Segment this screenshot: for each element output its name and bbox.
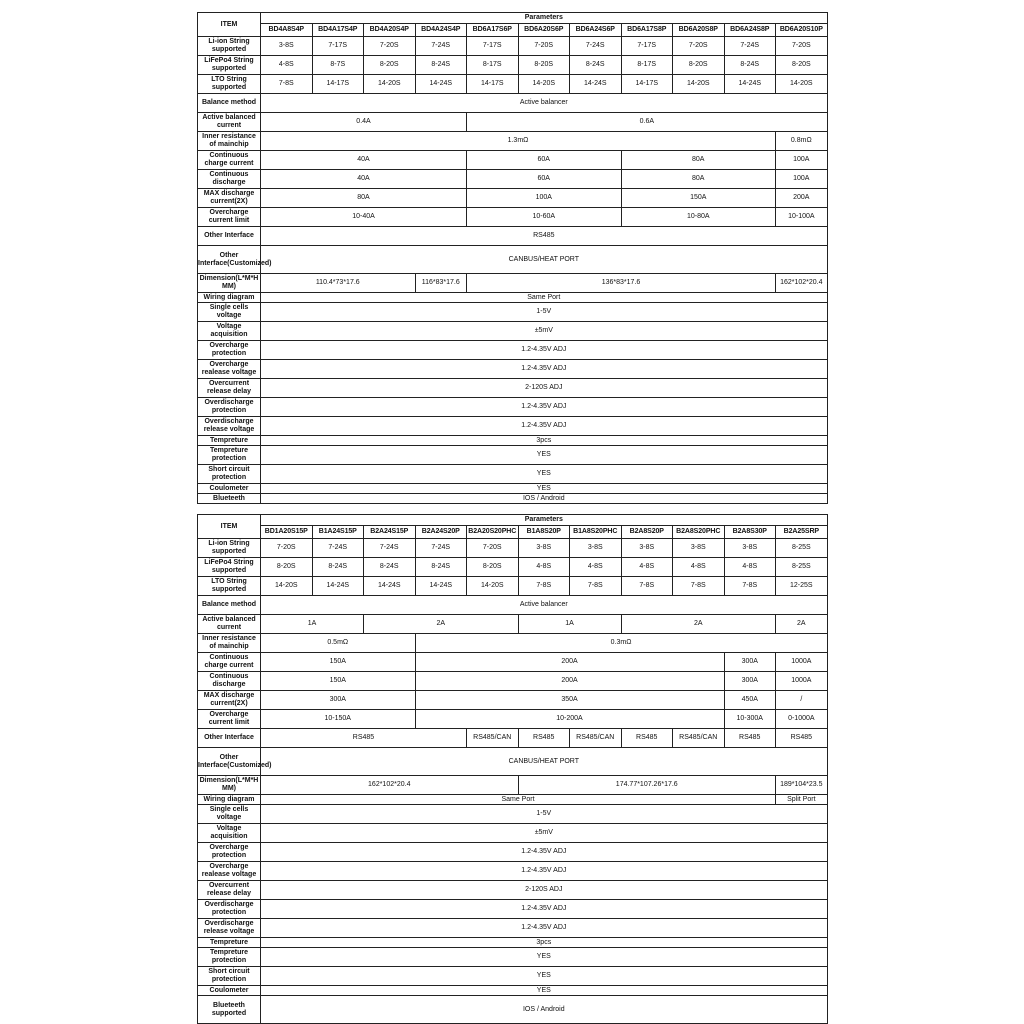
value-cell: 60A bbox=[467, 170, 622, 189]
model-header-cell: B2A8S20PHC bbox=[673, 526, 725, 539]
model-header-cell: B2A25SRP bbox=[776, 526, 828, 539]
table-row bbox=[198, 539, 828, 558]
row-label: Other Interface bbox=[198, 729, 261, 748]
model-header-cell: BD4A17S4P bbox=[312, 24, 364, 37]
table-row bbox=[198, 653, 828, 672]
value-cell: 1A bbox=[518, 615, 621, 634]
row-label: Coulometer bbox=[198, 484, 261, 494]
value-cell: 110.4*73*17.6 bbox=[261, 274, 416, 293]
model-header-cell: B1A8S20PHC bbox=[570, 526, 622, 539]
value-cell: 1.2-4.35V ADJ bbox=[261, 919, 828, 938]
table-row bbox=[198, 862, 828, 881]
item-header: ITEM bbox=[198, 515, 261, 539]
value-cell: 2A bbox=[364, 615, 519, 634]
value-cell: 1-5V bbox=[261, 303, 828, 322]
value-cell: 14-20S bbox=[467, 577, 519, 596]
value-cell: IOS / Android bbox=[261, 996, 828, 1024]
value-cell: 7-24S bbox=[724, 37, 776, 56]
value-cell: 80A bbox=[621, 170, 776, 189]
value-cell: 8-20S bbox=[364, 56, 416, 75]
value-cell: 0.4A bbox=[261, 113, 467, 132]
model-header-row bbox=[198, 526, 828, 539]
row-label: Overcharge current limit bbox=[198, 208, 261, 227]
row-label: Voltage acquisition bbox=[198, 322, 261, 341]
table-row bbox=[198, 558, 828, 577]
value-cell: 14-20S bbox=[364, 75, 416, 94]
value-cell: 8-25S bbox=[776, 558, 828, 577]
table-row bbox=[198, 881, 828, 900]
value-cell: Split Port bbox=[776, 795, 828, 805]
value-cell: 162*102*20.4 bbox=[261, 776, 519, 795]
value-cell: 7-20S bbox=[673, 37, 725, 56]
model-header-cell: B2A24S15P bbox=[364, 526, 416, 539]
value-cell: 1A bbox=[261, 615, 364, 634]
value-cell: 1.2-4.35V ADJ bbox=[261, 900, 828, 919]
value-cell: Active balancer bbox=[261, 596, 828, 615]
value-cell: 7-24S bbox=[415, 539, 467, 558]
value-cell: RS485/CAN bbox=[467, 729, 519, 748]
value-cell: 4-8S bbox=[518, 558, 570, 577]
value-cell: 8-20S bbox=[776, 56, 828, 75]
model-header-cell: BD6A20S8P bbox=[673, 24, 725, 37]
value-cell: YES bbox=[261, 484, 828, 494]
value-cell: 7-20S bbox=[364, 37, 416, 56]
value-cell: / bbox=[776, 691, 828, 710]
value-cell: 2-120S ADJ bbox=[261, 379, 828, 398]
table-row bbox=[198, 948, 828, 967]
value-cell: IOS / Android bbox=[261, 494, 828, 504]
value-cell: 10-150A bbox=[261, 710, 416, 729]
table-row bbox=[198, 274, 828, 293]
value-cell: 100A bbox=[776, 170, 828, 189]
row-label: Balance method bbox=[198, 94, 261, 113]
table-row bbox=[198, 293, 828, 303]
table-row bbox=[198, 996, 828, 1024]
table-row bbox=[198, 56, 828, 75]
value-cell: 7-8S bbox=[261, 75, 313, 94]
value-cell: 8-24S bbox=[364, 558, 416, 577]
row-label: MAX discharge current(2X) bbox=[198, 691, 261, 710]
value-cell: 7-24S bbox=[312, 539, 364, 558]
value-cell: 150A bbox=[621, 189, 776, 208]
value-cell: 14-24S bbox=[570, 75, 622, 94]
row-label: Overdischarge protection bbox=[198, 398, 261, 417]
value-cell: YES bbox=[261, 465, 828, 484]
row-label: Continuous charge current bbox=[198, 151, 261, 170]
value-cell: 1.2-4.35V ADJ bbox=[261, 843, 828, 862]
model-header-cell: BD6A17S6P bbox=[467, 24, 519, 37]
table-row bbox=[198, 37, 828, 56]
value-cell: YES bbox=[261, 446, 828, 465]
value-cell: 1-5V bbox=[261, 805, 828, 824]
table-row bbox=[198, 246, 828, 274]
table-row bbox=[198, 729, 828, 748]
table-row bbox=[198, 919, 828, 938]
value-cell: 8-24S bbox=[415, 56, 467, 75]
row-label: Overcurrent release delay bbox=[198, 379, 261, 398]
spec-table-2 bbox=[197, 514, 828, 1024]
value-cell: 14-17S bbox=[621, 75, 673, 94]
value-cell: 2A bbox=[621, 615, 776, 634]
value-cell: 14-24S bbox=[724, 75, 776, 94]
model-header-cell: B2A20S20PHC bbox=[467, 526, 519, 539]
row-label: Tempreture bbox=[198, 938, 261, 948]
spec-table-1-body bbox=[198, 37, 828, 504]
value-cell: 450A bbox=[724, 691, 776, 710]
value-cell: ±5mV bbox=[261, 824, 828, 843]
row-label: Short circuit protection bbox=[198, 967, 261, 986]
value-cell: 200A bbox=[415, 672, 724, 691]
table-row bbox=[198, 151, 828, 170]
value-cell: RS485 bbox=[776, 729, 828, 748]
value-cell: 8-20S bbox=[673, 56, 725, 75]
table-row bbox=[198, 227, 828, 246]
row-label: Single cells voltage bbox=[198, 303, 261, 322]
row-label: Balance method bbox=[198, 596, 261, 615]
table-row bbox=[198, 900, 828, 919]
value-cell: 300A bbox=[724, 653, 776, 672]
value-cell: 14-24S bbox=[415, 577, 467, 596]
value-cell: 350A bbox=[415, 691, 724, 710]
row-label: LTO String supported bbox=[198, 577, 261, 596]
table-row bbox=[198, 484, 828, 494]
value-cell: 8-20S bbox=[467, 558, 519, 577]
model-header-cell: BD1A20S15P bbox=[261, 526, 313, 539]
value-cell: 0.8mΩ bbox=[776, 132, 828, 151]
table-row bbox=[198, 132, 828, 151]
value-cell: 3pcs bbox=[261, 938, 828, 948]
value-cell: 8-20S bbox=[261, 558, 313, 577]
row-label: Inner resistance of mainchip bbox=[198, 634, 261, 653]
row-label: Overdischarge release voltage bbox=[198, 919, 261, 938]
table-row bbox=[198, 577, 828, 596]
value-cell: RS485 bbox=[261, 729, 467, 748]
row-label: Overcharge protection bbox=[198, 341, 261, 360]
row-label: Active balanced current bbox=[198, 615, 261, 634]
value-cell: 1.2-4.35V ADJ bbox=[261, 417, 828, 436]
value-cell: 14-24S bbox=[312, 577, 364, 596]
value-cell: 7-20S bbox=[467, 539, 519, 558]
model-header-cell: BD6A20S6P bbox=[518, 24, 570, 37]
value-cell: 0.6A bbox=[467, 113, 828, 132]
value-cell: 7-8S bbox=[518, 577, 570, 596]
value-cell: 7-8S bbox=[724, 577, 776, 596]
table-row bbox=[198, 379, 828, 398]
value-cell: 189*104*23.5 bbox=[776, 776, 828, 795]
value-cell: 150A bbox=[261, 653, 416, 672]
value-cell: 0.5mΩ bbox=[261, 634, 416, 653]
value-cell: 8-25S bbox=[776, 539, 828, 558]
value-cell: 7-20S bbox=[518, 37, 570, 56]
value-cell: RS485/CAN bbox=[673, 729, 725, 748]
row-label: Blueteeth bbox=[198, 494, 261, 504]
value-cell: 7-20S bbox=[261, 539, 313, 558]
value-cell: 8-24S bbox=[415, 558, 467, 577]
value-cell: 8-7S bbox=[312, 56, 364, 75]
row-label: Li-ion String supported bbox=[198, 37, 261, 56]
value-cell: 10-60A bbox=[467, 208, 622, 227]
value-cell: 8-24S bbox=[312, 558, 364, 577]
row-label: LiFePo4 String supported bbox=[198, 56, 261, 75]
value-cell: 7-24S bbox=[415, 37, 467, 56]
value-cell: 0-1000A bbox=[776, 710, 828, 729]
row-label: Overdischarge protection bbox=[198, 900, 261, 919]
table-row bbox=[198, 596, 828, 615]
value-cell: 116*83*17.6 bbox=[415, 274, 467, 293]
row-label: Continuous discharge bbox=[198, 672, 261, 691]
row-label: Other Interface(Customized) bbox=[198, 748, 261, 776]
table-row bbox=[198, 824, 828, 843]
value-cell: 1000A bbox=[776, 653, 828, 672]
value-cell: 3-8S bbox=[673, 539, 725, 558]
value-cell: 7-17S bbox=[312, 37, 364, 56]
value-cell: 14-17S bbox=[467, 75, 519, 94]
value-cell: 3-8S bbox=[570, 539, 622, 558]
model-header-cell: BD4A24S4P bbox=[415, 24, 467, 37]
model-header-cell: BD6A17S8P bbox=[621, 24, 673, 37]
value-cell: ±5mV bbox=[261, 322, 828, 341]
value-cell: 4-8S bbox=[673, 558, 725, 577]
value-cell: 136*83*17.6 bbox=[467, 274, 776, 293]
value-cell: 7-8S bbox=[673, 577, 725, 596]
model-header-cell: B2A24S20P bbox=[415, 526, 467, 539]
value-cell: 14-17S bbox=[312, 75, 364, 94]
table-row bbox=[198, 113, 828, 132]
value-cell: 10-40A bbox=[261, 208, 467, 227]
row-label: Coulometer bbox=[198, 986, 261, 996]
value-cell: 12-25S bbox=[776, 577, 828, 596]
spec-table-2-body bbox=[198, 539, 828, 1024]
table-row bbox=[198, 303, 828, 322]
row-label: Tempreture bbox=[198, 436, 261, 446]
table-row bbox=[198, 436, 828, 446]
value-cell: 200A bbox=[776, 189, 828, 208]
table-row bbox=[198, 748, 828, 776]
table-row bbox=[198, 710, 828, 729]
value-cell: 7-8S bbox=[621, 577, 673, 596]
value-cell: 14-20S bbox=[518, 75, 570, 94]
value-cell: 7-24S bbox=[364, 539, 416, 558]
value-cell: 10-300A bbox=[724, 710, 776, 729]
parameters-header: Parameters bbox=[261, 515, 828, 526]
value-cell: 3-8S bbox=[724, 539, 776, 558]
table-row bbox=[198, 691, 828, 710]
value-cell: 60A bbox=[467, 151, 622, 170]
table-row bbox=[198, 446, 828, 465]
model-header-cell: B2A8S30P bbox=[724, 526, 776, 539]
value-cell: Same Port bbox=[261, 293, 828, 303]
model-header-cell: BD6A20S10P bbox=[776, 24, 828, 37]
value-cell: 4-8S bbox=[261, 56, 313, 75]
value-cell: 80A bbox=[261, 189, 467, 208]
value-cell: 2-120S ADJ bbox=[261, 881, 828, 900]
value-cell: 80A bbox=[621, 151, 776, 170]
value-cell: 10-100A bbox=[776, 208, 828, 227]
table-row bbox=[198, 189, 828, 208]
value-cell: RS485 bbox=[621, 729, 673, 748]
row-label: Inner resistance of mainchip bbox=[198, 132, 261, 151]
row-label: Blueteeth supported bbox=[198, 996, 261, 1024]
value-cell: 100A bbox=[776, 151, 828, 170]
value-cell: 300A bbox=[261, 691, 416, 710]
table-row bbox=[198, 94, 828, 113]
value-cell: 150A bbox=[261, 672, 416, 691]
value-cell: 1.3mΩ bbox=[261, 132, 776, 151]
value-cell: YES bbox=[261, 967, 828, 986]
value-cell: 10-80A bbox=[621, 208, 776, 227]
table-row bbox=[198, 398, 828, 417]
row-label: Tempreture protection bbox=[198, 446, 261, 465]
value-cell: 162*102*20.4 bbox=[776, 274, 828, 293]
value-cell: CANBUS/HEAT PORT bbox=[261, 748, 828, 776]
row-label: Dimension(L*M*H MM) bbox=[198, 776, 261, 795]
value-cell: 14-24S bbox=[364, 577, 416, 596]
value-cell: 7-24S bbox=[570, 37, 622, 56]
value-cell: 7-8S bbox=[570, 577, 622, 596]
value-cell: 0.3mΩ bbox=[415, 634, 827, 653]
spec-table-1 bbox=[197, 12, 828, 504]
row-label: Li-ion String supported bbox=[198, 539, 261, 558]
row-label: Active balanced current bbox=[198, 113, 261, 132]
value-cell: 7-20S bbox=[776, 37, 828, 56]
value-cell: 40A bbox=[261, 151, 467, 170]
row-label: Voltage acquisition bbox=[198, 824, 261, 843]
value-cell: RS485 bbox=[518, 729, 570, 748]
table-row bbox=[198, 967, 828, 986]
value-cell: 174.77*107.26*17.6 bbox=[518, 776, 776, 795]
table-row bbox=[198, 805, 828, 824]
row-label: Overcharge current limit bbox=[198, 710, 261, 729]
table-row bbox=[198, 494, 828, 504]
value-cell: 8-24S bbox=[570, 56, 622, 75]
row-label: Dimension(L*M*H MM) bbox=[198, 274, 261, 293]
table-row bbox=[198, 75, 828, 94]
value-cell: 1.2-4.35V ADJ bbox=[261, 360, 828, 379]
value-cell: 7-17S bbox=[467, 37, 519, 56]
value-cell: 300A bbox=[724, 672, 776, 691]
value-cell: 4-8S bbox=[621, 558, 673, 577]
value-cell: 14-20S bbox=[261, 577, 313, 596]
table-row bbox=[198, 672, 828, 691]
model-header-cell: B1A24S15P bbox=[312, 526, 364, 539]
table-row bbox=[198, 938, 828, 948]
table-row bbox=[198, 843, 828, 862]
table-row bbox=[198, 208, 828, 227]
row-label: Short circuit protection bbox=[198, 465, 261, 484]
model-header-cell: B1A8S20P bbox=[518, 526, 570, 539]
row-label: Wiring diagram bbox=[198, 293, 261, 303]
row-label: Other Interface bbox=[198, 227, 261, 246]
table-row bbox=[198, 634, 828, 653]
value-cell: 10-200A bbox=[415, 710, 724, 729]
value-cell: RS485 bbox=[261, 227, 828, 246]
value-cell: RS485/CAN bbox=[570, 729, 622, 748]
row-label: Overdischarge release voltage bbox=[198, 417, 261, 436]
value-cell: Same Port bbox=[261, 795, 776, 805]
model-header-row bbox=[198, 24, 828, 37]
row-label: Continuous discharge bbox=[198, 170, 261, 189]
row-label: Continuous charge current bbox=[198, 653, 261, 672]
value-cell: 1.2-4.35V ADJ bbox=[261, 862, 828, 881]
value-cell: 3pcs bbox=[261, 436, 828, 446]
value-cell: 1.2-4.35V ADJ bbox=[261, 341, 828, 360]
table-row bbox=[198, 417, 828, 436]
value-cell: 14-20S bbox=[673, 75, 725, 94]
value-cell: 40A bbox=[261, 170, 467, 189]
value-cell: 8-24S bbox=[724, 56, 776, 75]
row-label: Wiring diagram bbox=[198, 795, 261, 805]
value-cell: 2A bbox=[776, 615, 828, 634]
row-label: Overcharge realease voltage bbox=[198, 360, 261, 379]
table-row bbox=[198, 322, 828, 341]
model-header-cell: BD6A24S8P bbox=[724, 24, 776, 37]
row-label: Overcharge protection bbox=[198, 843, 261, 862]
value-cell: 4-8S bbox=[724, 558, 776, 577]
row-label: Single cells voltage bbox=[198, 805, 261, 824]
value-cell: 8-20S bbox=[518, 56, 570, 75]
value-cell: 3-8S bbox=[621, 539, 673, 558]
row-label: LiFePo4 String supported bbox=[198, 558, 261, 577]
item-header: ITEM bbox=[198, 13, 261, 37]
value-cell: 14-24S bbox=[415, 75, 467, 94]
value-cell: 4-8S bbox=[570, 558, 622, 577]
value-cell: 8-17S bbox=[621, 56, 673, 75]
value-cell: RS485 bbox=[724, 729, 776, 748]
model-header-cell: BD6A24S6P bbox=[570, 24, 622, 37]
table-row bbox=[198, 360, 828, 379]
row-label: Other Interface(Customized) bbox=[198, 246, 261, 274]
value-cell: YES bbox=[261, 986, 828, 996]
value-cell: 14-20S bbox=[776, 75, 828, 94]
row-label: Overcurrent release delay bbox=[198, 881, 261, 900]
table-row bbox=[198, 465, 828, 484]
value-cell: CANBUS/HEAT PORT bbox=[261, 246, 828, 274]
row-label: LTO String supported bbox=[198, 75, 261, 94]
model-header-cell: B2A8S20P bbox=[621, 526, 673, 539]
row-label: Overcharge realease voltage bbox=[198, 862, 261, 881]
table-row bbox=[198, 341, 828, 360]
table-row bbox=[198, 776, 828, 795]
value-cell: YES bbox=[261, 948, 828, 967]
value-cell: 8-17S bbox=[467, 56, 519, 75]
table-row bbox=[198, 170, 828, 189]
value-cell: Active balancer bbox=[261, 94, 828, 113]
model-header-cell: BD4A8S4P bbox=[261, 24, 313, 37]
row-label: Tempreture protection bbox=[198, 948, 261, 967]
value-cell: 3-8S bbox=[518, 539, 570, 558]
value-cell: 200A bbox=[415, 653, 724, 672]
parameters-header: Parameters bbox=[261, 13, 828, 24]
value-cell: 7-17S bbox=[621, 37, 673, 56]
table-row bbox=[198, 986, 828, 996]
row-label: MAX discharge current(2X) bbox=[198, 189, 261, 208]
table-row bbox=[198, 795, 828, 805]
value-cell: 100A bbox=[467, 189, 622, 208]
value-cell: 1.2-4.35V ADJ bbox=[261, 398, 828, 417]
table-row bbox=[198, 615, 828, 634]
value-cell: 1000A bbox=[776, 672, 828, 691]
model-header-cell: BD4A20S4P bbox=[364, 24, 416, 37]
value-cell: 3-8S bbox=[261, 37, 313, 56]
